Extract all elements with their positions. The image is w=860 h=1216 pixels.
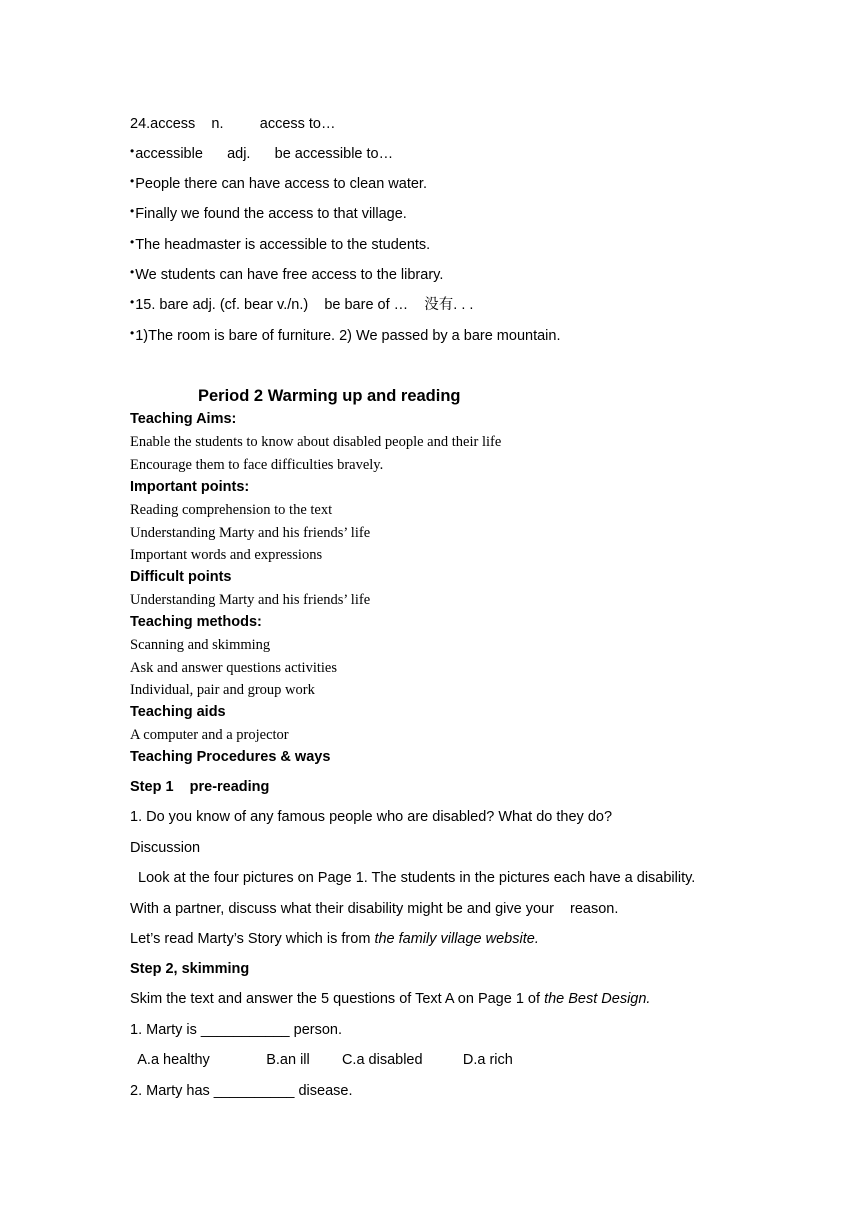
difficult-item: Understanding Marty and his friends’ life xyxy=(130,592,371,608)
lets-read-line xyxy=(130,932,539,947)
vocab-bullet-bare xyxy=(130,295,474,313)
important-item: Important words and expressions xyxy=(130,547,323,563)
bullet-icon: • xyxy=(130,265,135,279)
question-1-options: A.a healthy B.an ill C.a disabled D.a rich xyxy=(130,1052,513,1068)
vocab-line-text: Finally we found the access to that village. xyxy=(135,206,407,222)
vocab-line-text: The headmaster is accessible to the students. xyxy=(135,237,431,253)
source-title: the family village website. xyxy=(374,931,539,947)
vocab-line-text: 15. bare adj. (cf. bear v./n.) be bare of … 没有. . . xyxy=(135,297,474,313)
vocab-bullet-accessible xyxy=(130,144,394,162)
vocab-bullet-example xyxy=(130,326,561,344)
vocab-bullet-example xyxy=(130,235,431,253)
vocab-bullet-example xyxy=(130,265,444,283)
discussion-label: Discussion xyxy=(130,840,201,856)
vocab-line-text: We students can have free access to the library. xyxy=(135,267,444,283)
aims-heading: Teaching Aims: xyxy=(130,411,237,427)
step1-question: 1. Do you know of any famous people who are disabled? What do they do? xyxy=(130,809,613,825)
methods-item: Individual, pair and group work xyxy=(130,682,315,698)
bullet-icon: • xyxy=(130,235,135,249)
vocab-bullet-example xyxy=(130,204,407,222)
bullet-icon: • xyxy=(130,144,135,158)
vocab-line-text: accessible adj. be accessible to… xyxy=(135,146,394,162)
aids-item: A computer and a projector xyxy=(130,727,289,743)
step1-heading: Step 1 pre-reading xyxy=(130,779,270,795)
lets-read-text: Let’s read Marty’s Story which is from xyxy=(130,931,375,947)
vocab-line-text: 1)The room is bare of furniture. 2) We passed by a bare mountain. xyxy=(135,328,561,344)
bullet-icon: • xyxy=(130,204,135,218)
important-heading: Important points: xyxy=(130,479,250,495)
vocab-line-text: People there can have access to clean water. xyxy=(135,176,427,192)
aids-heading: Teaching aids xyxy=(130,704,226,720)
vocab-line-access: 24.access n. access to… xyxy=(130,116,336,132)
important-item: Understanding Marty and his friends’ life xyxy=(130,525,371,541)
methods-item: Scanning and skimming xyxy=(130,637,271,653)
methods-item: Ask and answer questions activities xyxy=(130,660,337,676)
bullet-icon: • xyxy=(130,295,135,309)
procedures-heading: Teaching Procedures & ways xyxy=(130,749,331,765)
question-2: 2. Marty has __________ disease. xyxy=(130,1083,353,1099)
vocab-bullet-example xyxy=(130,174,427,192)
methods-heading: Teaching methods: xyxy=(130,614,262,630)
skim-text: Skim the text and answer the 5 questions of Text A on Page 1 of xyxy=(130,991,545,1007)
step2-heading: Step 2, skimming xyxy=(130,961,250,977)
bullet-icon: • xyxy=(130,174,135,188)
discussion-paragraph: Look at the four pictures on Page 1. The students in the pictures each have a disability. xyxy=(130,870,696,886)
discussion-paragraph: With a partner, discuss what their disability might be and give your reason. xyxy=(130,901,619,917)
aims-item: Enable the students to know about disabled people and their life xyxy=(130,434,502,450)
important-item: Reading comprehension to the text xyxy=(130,502,333,518)
question-1: 1. Marty is ___________ person. xyxy=(130,1022,342,1038)
aims-item: Encourage them to face difficulties bravely. xyxy=(130,457,384,473)
bullet-icon: • xyxy=(130,326,135,340)
book-title: the Best Design. xyxy=(544,991,651,1007)
period-title: Period 2 Warming up and reading xyxy=(198,387,461,405)
difficult-heading: Difficult points xyxy=(130,569,232,585)
skim-instruction xyxy=(130,992,650,1007)
